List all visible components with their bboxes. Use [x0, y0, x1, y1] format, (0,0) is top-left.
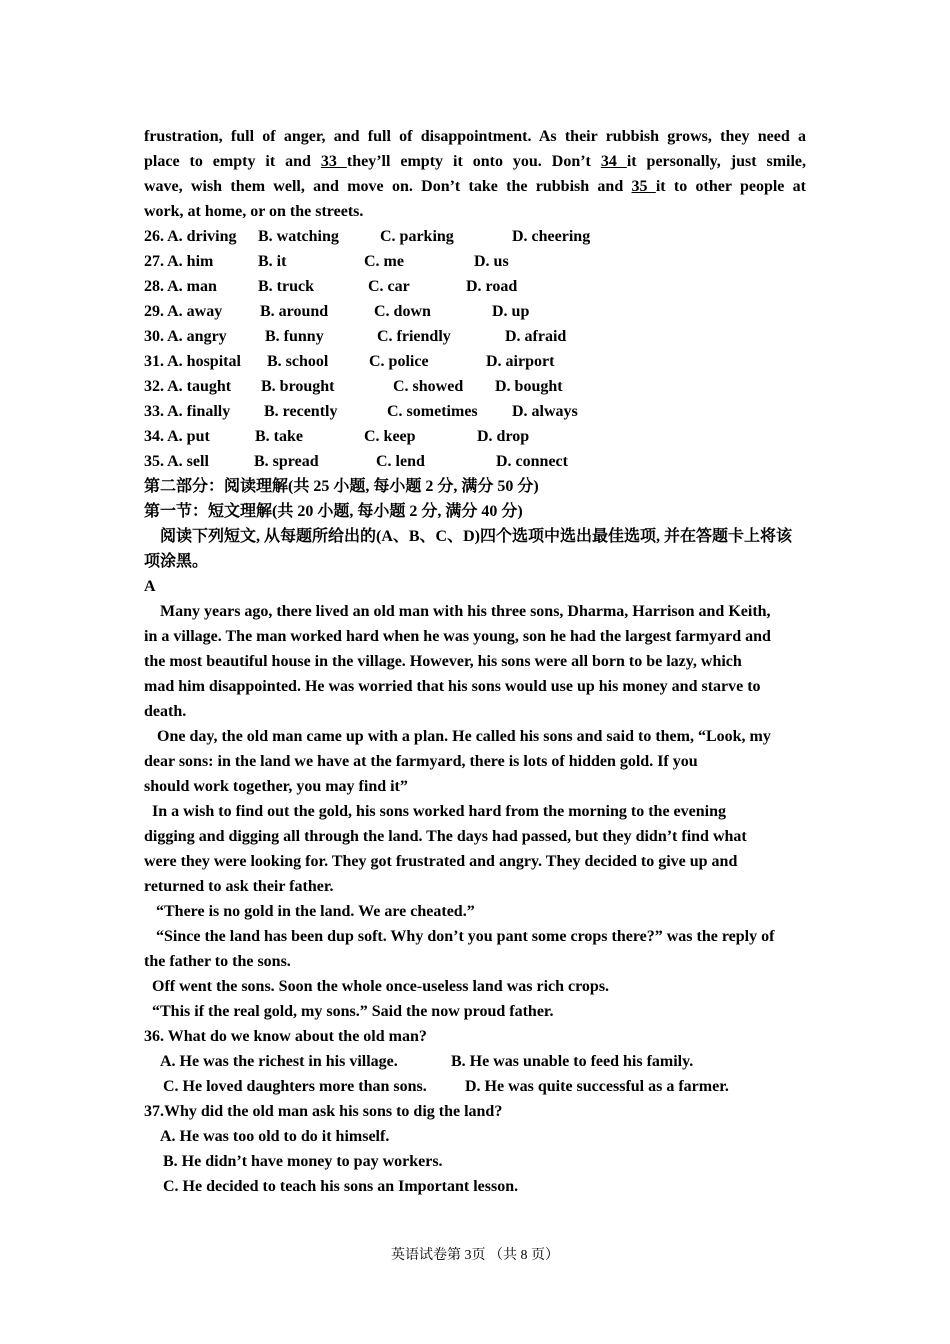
option-d: D. always [512, 403, 578, 420]
cloze-line [144, 174, 806, 199]
option-row [144, 324, 806, 349]
option-b: B. around [260, 303, 329, 320]
option-b: B. funny [265, 328, 324, 345]
passage-line: should work together, you may find it” [144, 778, 408, 795]
passage-line: “There is no gold in the land. We are cheated.” [156, 903, 475, 920]
option-a: 31. A. hospital [144, 353, 241, 370]
passage-line: in a village. The man worked hard when he was young, son he had the largest farmyard and [144, 628, 771, 645]
passage-line: death. [144, 703, 187, 720]
question-37: 37.Why did the old man ask his sons to dig the land? [144, 1103, 503, 1120]
blank-35: 35 [631, 178, 656, 195]
cloze-text: it to other people at [655, 178, 807, 195]
option-a: A. He was the richest in his village. [160, 1053, 398, 1070]
passage-line: Many years ago, there lived an old man with his three sons, Dharma, Harrison and Keith, [160, 603, 771, 620]
option-b: B. take [255, 428, 303, 445]
cloze-line [144, 149, 806, 174]
option-c: C. keep [364, 428, 416, 445]
option-a: A. He was too old to do it himself. [160, 1128, 390, 1145]
cloze-line: work, at home, or on the streets. [144, 203, 364, 220]
option-row [144, 224, 806, 249]
passage-line: the father to the sons. [144, 953, 291, 970]
option-b: B. He didn’t have money to pay workers. [163, 1153, 443, 1170]
option-d: D. connect [496, 453, 568, 470]
option-b: B. recently [264, 403, 338, 420]
option-row [144, 249, 806, 274]
option-c: C. lend [376, 453, 425, 470]
option-row [144, 299, 806, 324]
passage-line: mad him disappointed. He was worried that his sons would use up his money and starve to [144, 678, 761, 695]
page-footer [0, 1246, 950, 1266]
option-d: D. drop [477, 428, 530, 445]
option-c: C. friendly [377, 328, 451, 345]
option-d: D. road [466, 278, 518, 295]
option-b: B. watching [258, 228, 339, 245]
option-b: B. spread [254, 453, 319, 470]
cloze-text: it personally, just smile, [626, 153, 807, 170]
cloze-text: wave, wish them well, and move on. Don’t take the rubbish and [144, 178, 632, 195]
page-number: 3 [464, 1248, 472, 1263]
passage-line: In a wish to find out the gold, his sons worked hard from the morning to the evening [152, 803, 726, 820]
option-c: C. parking [380, 228, 454, 245]
option-d: D. up [492, 303, 530, 320]
cloze-text: place to empty it and [144, 153, 321, 170]
blank-34: 34 [600, 153, 627, 170]
option-d: D. cheering [512, 228, 591, 245]
option-c: C. me [364, 253, 404, 270]
option-c: C. car [368, 278, 410, 295]
passage-label: A [144, 578, 156, 595]
option-row [144, 399, 806, 424]
option-row [144, 424, 806, 449]
option-b: B. truck [258, 278, 314, 295]
option-a: 26. A. driving [144, 228, 237, 245]
option-c: C. down [374, 303, 431, 320]
option-a: 28. A. man [144, 278, 217, 295]
passage-line: digging and digging all through the land. The days had passed, but they didn’t find what [144, 828, 747, 845]
option-d: D. bought [495, 378, 563, 395]
option-row [144, 274, 806, 299]
cloze-line: frustration, full of anger, and full of disappointment. As their rubbish grows, they need a [144, 128, 806, 145]
option-d: D. airport [486, 353, 555, 370]
footer-text: 页 （共 8 页） [471, 1248, 559, 1263]
option-c: C. police [369, 353, 429, 370]
option-c: C. sometimes [387, 403, 478, 420]
section-title: 第一节：短文理解(共 20 小题, 每小题 2 分, 满分 40 分) [144, 503, 523, 520]
option-b: B. brought [261, 378, 335, 395]
option-a: 30. A. angry [144, 328, 227, 345]
passage-line: “Since the land has been dup soft. Why don’t you pant some crops there?” was the reply of [156, 928, 775, 945]
option-row [144, 1074, 806, 1099]
option-a: 35. A. sell [144, 453, 209, 470]
passage-line: dear sons: in the land we have at the farmyard, there is lots of hidden gold. If you [144, 753, 698, 770]
passage-line: Off went the sons. Soon the whole once-useless land was rich crops. [152, 978, 610, 995]
option-row [144, 1049, 806, 1074]
option-a: 33. A. finally [144, 403, 231, 420]
option-c: C. He decided to teach his sons an Important lesson. [163, 1178, 519, 1195]
part-title: 第二部分：阅读理解(共 25 小题, 每小题 2 分, 满分 50 分) [144, 478, 539, 495]
passage-line: returned to ask their father. [144, 878, 334, 895]
option-b: B. He was unable to feed his family. [451, 1053, 694, 1070]
option-c: C. He loved daughters more than sons. [163, 1078, 427, 1095]
option-a: 32. A. taught [144, 378, 232, 395]
option-a: 27. A. him [144, 253, 214, 270]
option-row [144, 374, 806, 399]
option-row [144, 449, 806, 474]
cloze-text: they’ll empty it onto you. Don’t [346, 153, 601, 170]
option-d: D. us [474, 253, 509, 270]
passage-line: “This if the real gold, my sons.” Said the now proud father. [152, 1003, 554, 1020]
option-b: B. it [258, 253, 287, 270]
option-row [144, 349, 806, 374]
blank-33: 33 [320, 153, 347, 170]
footer-text: 英语试卷第 [391, 1248, 465, 1263]
instructions: 阅读下列短文, 从每题所给出的(A、B、C、D)四个选项中选出最佳选项, 并在答题卡上将该 [160, 528, 792, 545]
passage-line: One day, the old man came up with a plan. He called his sons and said to them, “Look, my [157, 728, 771, 745]
passage-line: were they were looking for. They got frustrated and angry. They decided to give up and [144, 853, 738, 870]
option-a: 34. A. put [144, 428, 210, 445]
passage-line: the most beautiful house in the village. However, his sons were all born to be lazy, which [144, 653, 742, 670]
instructions: 项涂黑。 [144, 553, 209, 570]
option-d: D. He was quite successful as a farmer. [465, 1078, 729, 1095]
option-c: C. showed [393, 378, 464, 395]
option-d: D. afraid [505, 328, 567, 345]
question-36: 36. What do we know about the old man? [144, 1028, 427, 1045]
option-a: 29. A. away [144, 303, 223, 320]
option-b: B. school [267, 353, 329, 370]
